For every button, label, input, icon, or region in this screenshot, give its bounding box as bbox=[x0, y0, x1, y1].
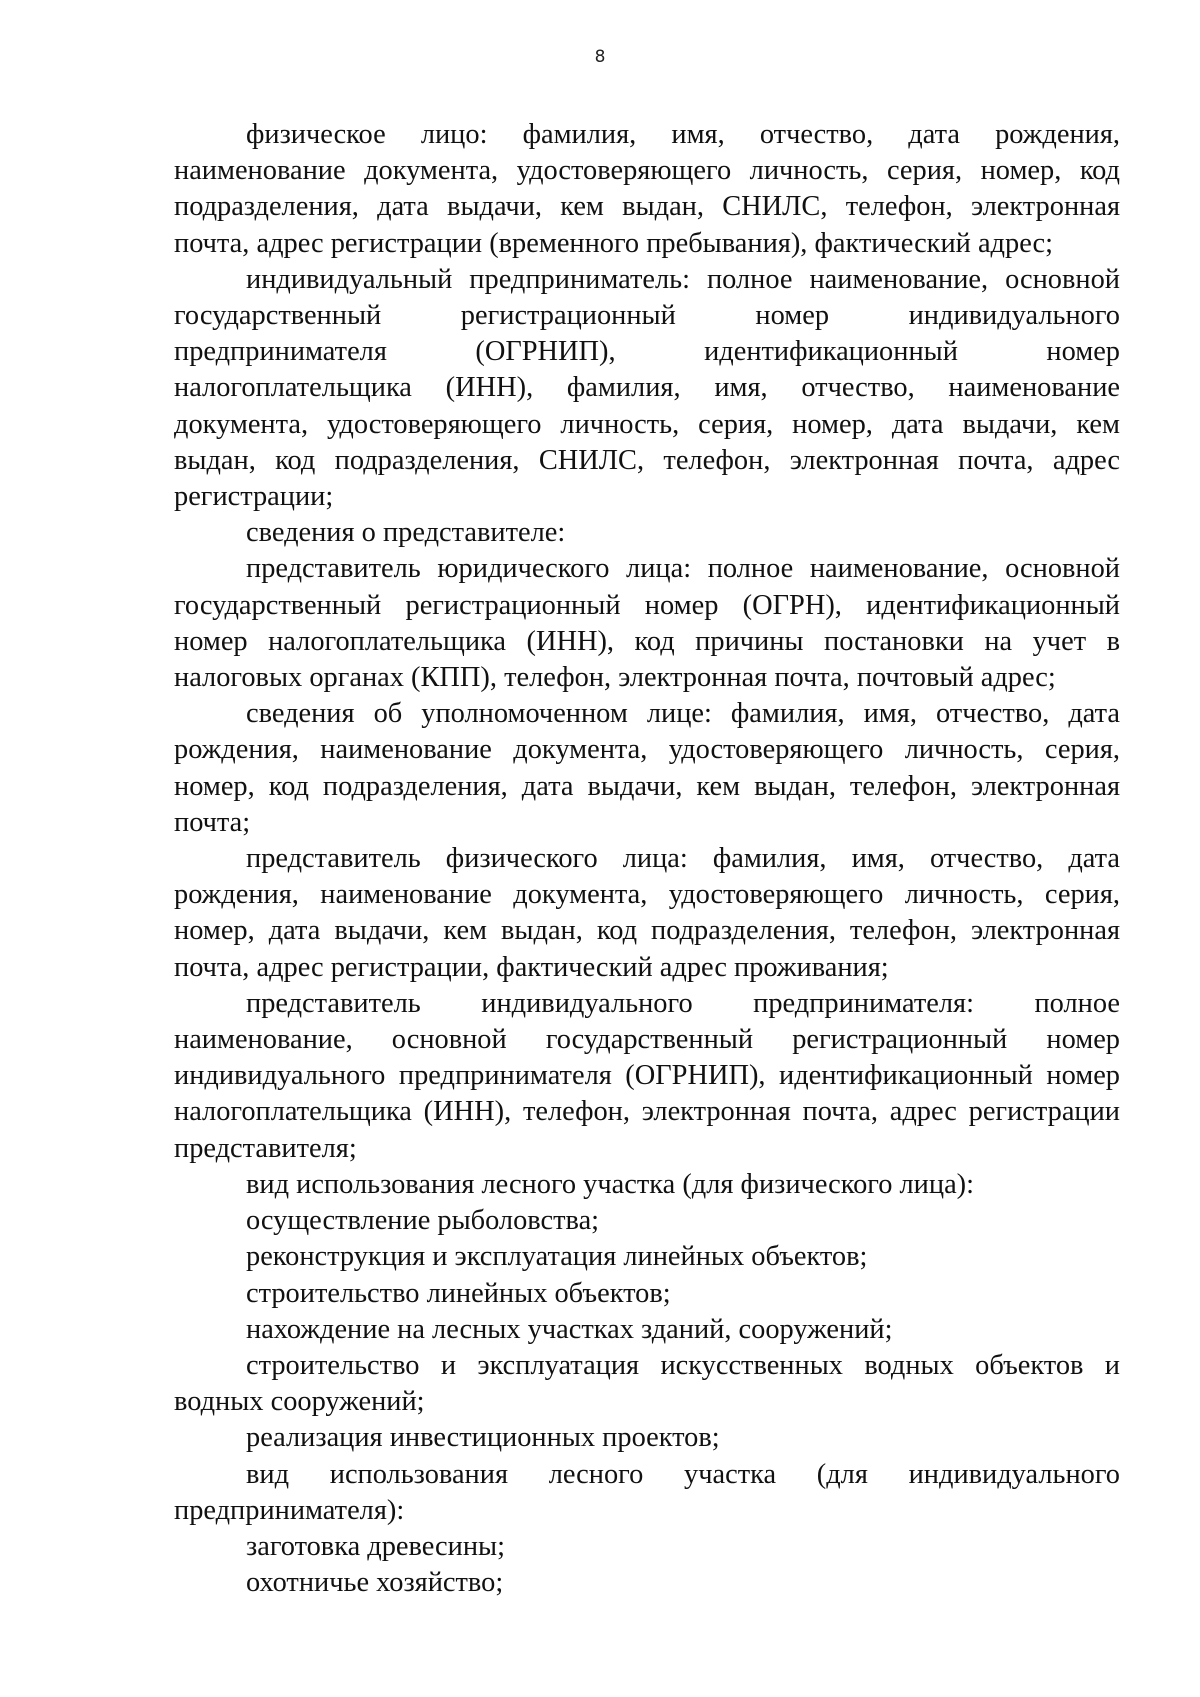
paragraph-use-type-entrepreneur: вид использования лесного участка (для индивидуального предпринимателя): bbox=[174, 1458, 1120, 1526]
list-item: заготовка древесины; bbox=[246, 1530, 506, 1562]
paragraph-entrepreneur: индивидуальный предприниматель: полное наименование, основной государственный регистрационный номер индивидуального предпринимателя (ОГРНИП), идентификационный номер налогоплательщика (ИНН), фамилия, имя, отчество, наименование документа, удостоверяющего личность, серия, номер, дата выдачи, кем выдан, код подразделения, СНИЛС, телефон, электронная почта, адрес регистрации; bbox=[174, 263, 1120, 513]
list-item: строительство линейных объектов; bbox=[246, 1277, 671, 1309]
page-number: 8 bbox=[594, 47, 606, 67]
paragraph-legal-entity-representative: представитель юридического лица: полное наименование, основной государственный регистрационный номер (ОГРН), идентификационный номер налогоплательщика (ИНН), код причины постановки на учет в налоговых органах (КПП), телефон, электронная почта, почтовый адрес; bbox=[174, 553, 1120, 694]
list-item: охотничье хозяйство; bbox=[246, 1567, 504, 1599]
list-item: реконструкция и эксплуатация линейных объектов; bbox=[246, 1241, 868, 1273]
list-item: нахождение на лесных участках зданий, сооружений; bbox=[246, 1313, 893, 1345]
paragraph-representative-heading: сведения о представителе: bbox=[246, 517, 566, 549]
paragraph-authorized-person: сведения об уполномоченном лице: фамилия, имя, отчество, дата рождения, наименование документа, удостоверяющего личность, серия, номер, код подразделения, дата выдачи, кем выдан, телефон, электронная почта; bbox=[174, 698, 1120, 838]
list-item: реализация инвестиционных проектов; bbox=[246, 1422, 720, 1454]
list-item: осуществление рыболовства; bbox=[246, 1205, 600, 1237]
document-body bbox=[174, 117, 1120, 1601]
list-item: строительство и эксплуатация искусственных водных объектов и водных сооружений; bbox=[174, 1349, 1120, 1418]
paragraph-individual: физическое лицо: фамилия, имя, отчество, дата рождения, наименование документа, удостоверяющего личность, серия, номер, код подразделения, дата выдачи, кем выдан, СНИЛС, телефон, электронная почта, адрес регистрации (временного пребывания), фактический адрес; bbox=[174, 119, 1120, 259]
paragraph-use-type-individual: вид использования лесного участка (для физического лица): bbox=[246, 1168, 975, 1200]
paragraph-entrepreneur-representative: представитель индивидуального предпринимателя: полное наименование, основной государственный регистрационный номер индивидуального предпринимателя (ОГРНИП), идентификационный номер налогоплательщика (ИНН), телефон, электронная почта, адрес регистрации представителя; bbox=[174, 987, 1120, 1164]
paragraph-individual-representative: представитель физического лица: фамилия, имя, отчество, дата рождения, наименование документа, удостоверяющего личность, серия, номер, дата выдачи, кем выдан, код подразделения, телефон, электронная почта, адрес регистрации, фактический адрес проживания; bbox=[174, 843, 1120, 983]
